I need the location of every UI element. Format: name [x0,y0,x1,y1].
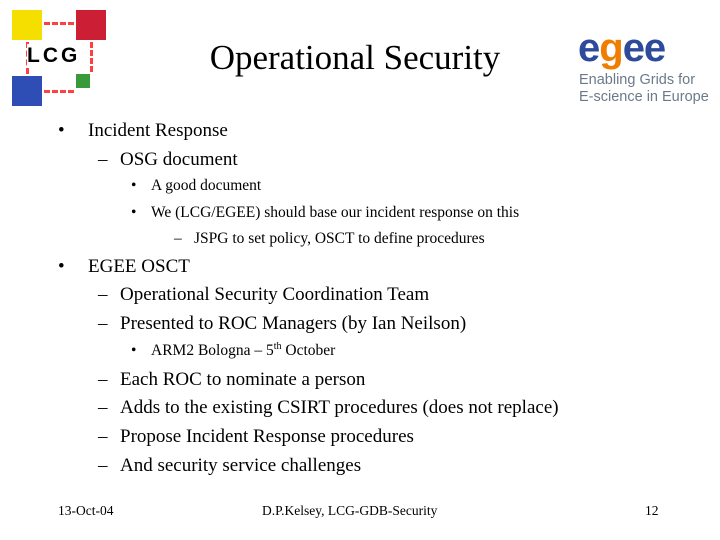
item-text: We (LCG/EGEE) should base our incident response on this [151,204,520,221]
lcg-blue-square [12,76,42,106]
subbullet-text: Each ROC to nominate a person [120,369,366,390]
lcg-yellow-square [12,10,42,40]
bullet-text: Incident Response [88,120,228,141]
bullet-mark: • [58,120,65,141]
subbullet-text: Adds to the existing CSIRT procedures (does not replace) [120,397,559,418]
subbullet-text: OSG document [120,149,238,170]
lcg-red-square [76,10,106,40]
subbullet-text: Propose Incident Response procedures [120,426,414,447]
lcg-dash-top [44,22,74,25]
dash-mark: – [98,426,108,447]
subbullet-text: Operational Security Coordination Team [120,284,430,305]
footer-date: 13-Oct-04 [58,503,114,518]
item-text-end: October [281,342,336,359]
item-text-main: ARM2 Bologna – 5 [151,342,274,359]
footer-page-number: 12 [645,503,659,518]
dash-mark: – [98,284,108,305]
lcg-logo [10,8,108,108]
subbullet-text: And security service challenges [120,455,362,476]
egee-logo [578,28,708,108]
lcg-logo-text: LCG [27,44,89,68]
dash-mark: – [98,369,108,390]
bullet-mark: • [131,342,137,359]
subbullet-text: Presented to ROC Managers (by Ian Neilson) [120,313,467,334]
item-text [151,342,335,360]
egee-tagline-1: Enabling Grids for [579,72,696,88]
bullet-mark: • [131,204,137,221]
footer-author: D.P.Kelsey, LCG-GDB-Security [262,503,438,518]
dash-mark: – [174,230,182,247]
dash-mark: – [98,455,108,476]
bullet-mark: • [58,256,65,277]
lcg-green-square [76,74,90,88]
lcg-dash-bottom [44,90,74,93]
dash-mark: – [98,397,108,418]
item-text-superscript: th [273,341,282,352]
dash-mark: – [98,313,108,334]
bullet-text: EGEE OSCT [88,256,190,277]
bullet-mark: • [131,177,137,194]
lcg-dash-right [90,42,93,72]
item-text: A good document [151,177,262,194]
dash-mark: – [98,149,108,170]
slide-title: Operational Security [209,38,501,77]
egee-tagline-2: E-science in Europe [579,89,709,105]
item-text: JSPG to set policy, OSCT to define procedures [194,230,485,247]
egee-wordmark: egee [578,26,666,70]
